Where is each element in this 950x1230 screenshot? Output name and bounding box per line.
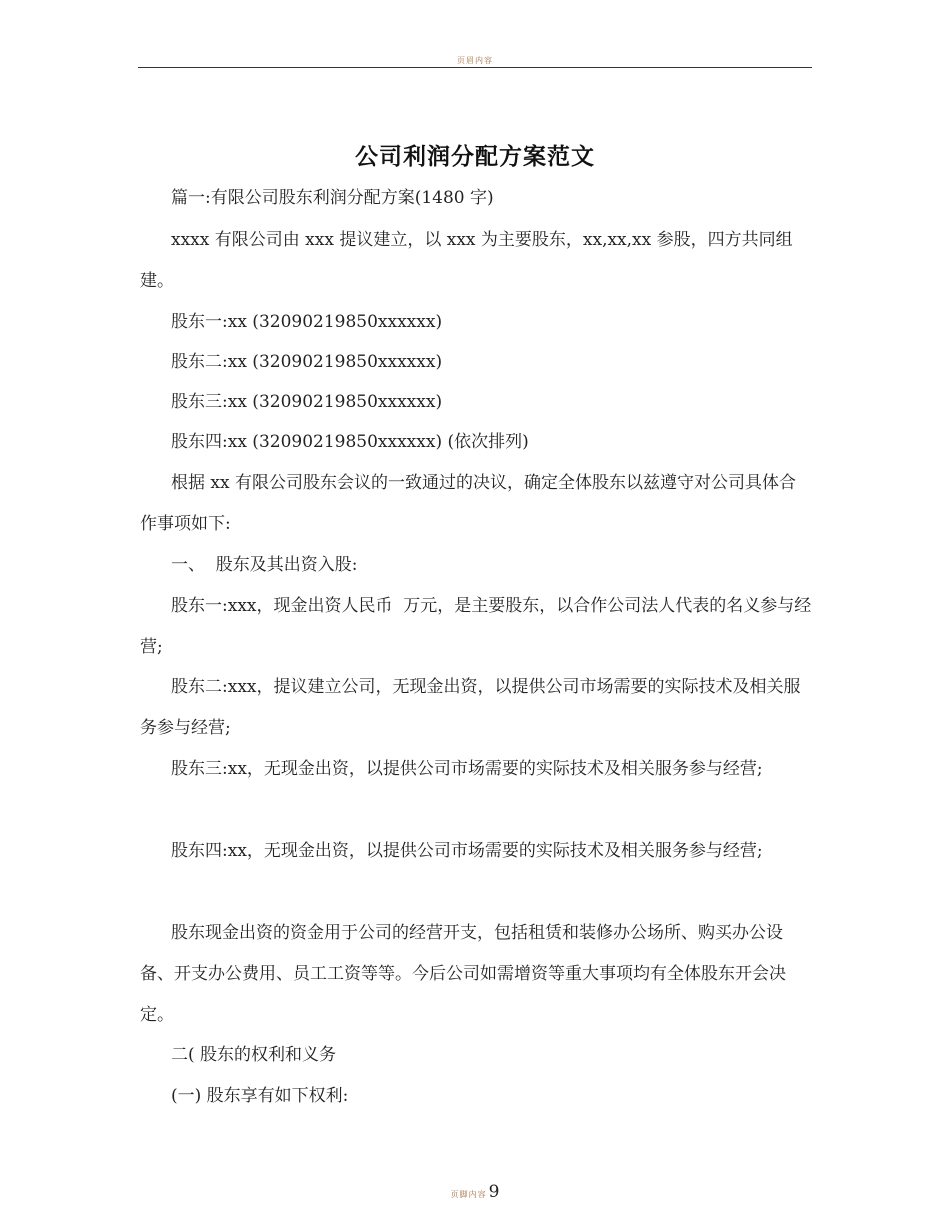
paragraph-chapter-heading: 篇一:有限公司股东利润分配方案(1480 字) [171,188,494,208]
paragraph-investment-1: 股东一:xxx，现金出资人民币 万元，是主要股东，以合作公司法人代表的名义参与经营; [140,596,812,657]
page-footer [0,1182,950,1202]
paragraph-investment-3: 股东三:xx，无现金出资，以提供公司市场需要的实际技术及相关服务参与经营; [171,759,763,779]
page-header: 页眉内容 [457,56,493,65]
paragraph-investment-4: 股东四:xx，无现金出资，以提供公司市场需要的实际技术及相关服务参与经营; [171,841,763,861]
subsection-heading-rights: (一) 股东享有如下权利: [171,1086,349,1106]
page-number: 9 [488,1182,500,1202]
footer-label: 页脚内容 [450,1190,487,1199]
paragraph-investment-2: 股东二:xxx，提议建立公司，无现金出资，以提供公司市场需要的实际技术及相关服务参与经营; [140,677,801,738]
paragraph-intro: xxxx 有限公司由 xxx 提议建立，以 xxx 为主要股东，xx,xx,xx 参股，四方共同组建。 [140,230,793,291]
paragraph-capital-use: 股东现金出资的资金用于公司的经营开支，包括租赁和装修办公场所、购买办公设备、开支办公费用、员工工资等等。今后公司如需增资等重大事项均有全体股东开会决定。 [140,923,786,1025]
paragraph-shareholder-4: 股东四:xx (32090219850xxxxxx) (依次排列) [171,432,529,452]
paragraph-shareholder-1: 股东一:xx (32090219850xxxxxx) [171,312,443,332]
paragraph-resolution: 根据 xx 有限公司股东会议的一致通过的决议，确定全体股东以兹遵守对公司具体合作事项如下: [140,473,796,534]
header-divider [138,67,812,68]
section-heading-rights: 二( 股东的权利和义务 [171,1045,337,1065]
document-title: 公司利润分配方案范文 [355,143,595,170]
paragraph-shareholder-3: 股东三:xx (32090219850xxxxxx) [171,392,443,412]
section-heading-investment: 一、 股东及其出资入股: [171,555,358,575]
paragraph-shareholder-2: 股东二:xx (32090219850xxxxxx) [171,352,443,372]
